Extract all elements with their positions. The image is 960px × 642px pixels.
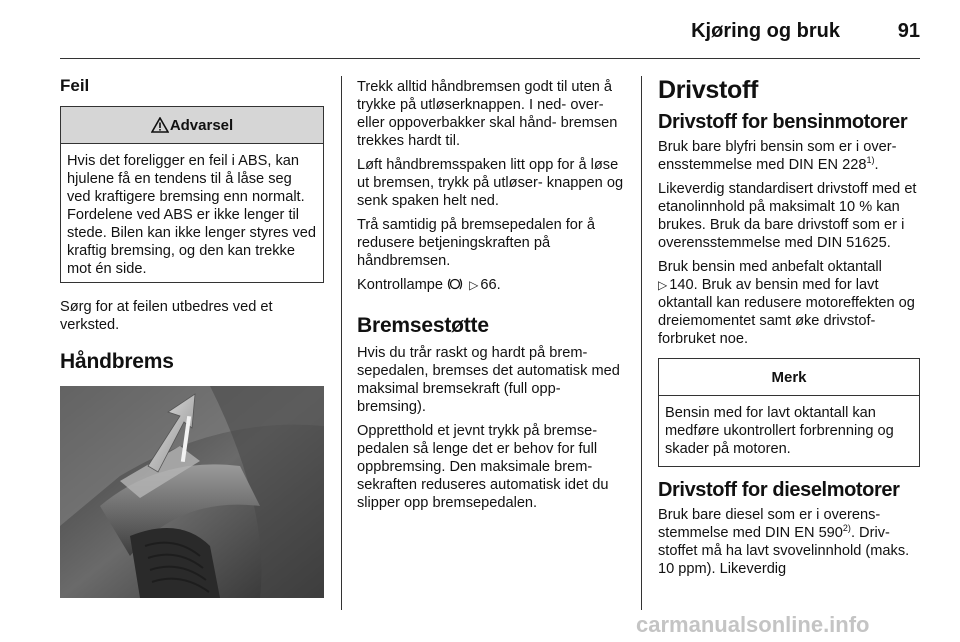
kontrollampe-ref[interactable]: 66. (480, 277, 501, 293)
warning-triangle-icon (151, 117, 169, 133)
heading-feil: Feil (60, 76, 90, 95)
paragraph-6: Oppretthold et jevnt trykk på bremse- pedalen så lenge det er behov for full oppbremsing. Den maksimale brem- sekraften reduseres automatisk idet du slipper opp bremsepedalen. (357, 423, 609, 511)
warning-box (60, 106, 324, 283)
bensin-text: Bruk bare blyfri bensin som er i over- ensstemmelse med DIN EN 228 (658, 139, 897, 173)
column-divider-2 (641, 76, 642, 610)
diesel-text-rest: . Driv- stoffet må ha lavt svovelinnhold (maks. 10 ppm). Likeverdig (658, 525, 910, 577)
paragraph-bensin-2: Likeverdig standardisert drivstoff med et etanolinnhold på maksimalt 10 % kan brukes. Bruk da bare drivstoff som er i overensstemmelse med DIN 51625. (658, 181, 917, 251)
paragraph-bensin-3 (658, 258, 920, 348)
column-middle (357, 78, 625, 518)
heading-drivstoff: Drivstoff (658, 76, 759, 104)
paragraph-verksted: Sørg for at feilen utbedres ved et verksted. (60, 299, 273, 333)
warning-box-body (61, 144, 323, 282)
kontrollampe-text: Kontrollampe (357, 277, 443, 293)
oktantall-text: Bruk bensin med anbefalt oktantall (658, 259, 882, 275)
header-title: Kjøring og bruk (691, 20, 840, 42)
bensin-text-end: . (874, 157, 879, 173)
paragraph-1: Trekk alltid håndbremsen godt til uten å trykke på utløserknappen. I ned- over- eller oppoverbakker skal hånd- bremsen trekkes hardt til. (357, 79, 618, 149)
warning-label: Advarsel (169, 116, 234, 134)
paragraph-kontrollampe (357, 276, 625, 294)
oktantall-rest: 140. Bruk av bensin med for lavt oktantall kan redusere motoreffekten og dreiemomentet samt øke drivstof- forbruket noe. (658, 277, 915, 347)
heading-bensinmotorer: Drivstoff for bensinmotorer (658, 111, 908, 133)
column-left (60, 76, 324, 380)
page-reference-icon: ▷ (658, 278, 668, 292)
heading-dieselmotorer: Drivstoff for dieselmotorer (658, 479, 900, 501)
note-label: Merk (771, 368, 807, 386)
paragraph-bensin-1 (658, 138, 920, 174)
paragraph-3: Trå samtidig på bremsepedalen for å redusere betjeningskraften på håndbremsen. (357, 217, 595, 269)
paragraph-diesel (658, 506, 920, 578)
footnote-2: 2) (842, 523, 851, 534)
note-box (658, 358, 920, 467)
column-divider-1 (341, 76, 342, 610)
paragraph-5: Hvis du trår raskt og hardt på brem- sepedalen, bremses det automatisk med maksimal bremsekraft (full opp- bremsing). (357, 345, 620, 415)
watermark: carmanualsonline.info (636, 612, 870, 637)
warning-text: Hvis det foreligger en feil i ABS, kan hjulene få en tendens til å låse seg ved kraftigere bremsing enn normalt. Fordelene ved ABS er ikke lenger til stede. Bilen kan ikke lenger styres ved kraftig bremsing, og den kan trekke mot én side. (67, 153, 317, 277)
note-box-body (659, 396, 919, 466)
page-reference-icon: ▷ (469, 278, 479, 292)
page-header (60, 0, 920, 59)
paragraph-2: Løft håndbremsspaken litt opp for å løse ut bremsen, trykk på utløser- knappen og senk spaken helt ned. (357, 157, 624, 209)
handbrake-photo (60, 386, 324, 598)
brake-warning-lamp-icon (447, 277, 463, 291)
note-box-header (659, 359, 919, 396)
page-number: 91 (897, 20, 920, 42)
warning-box-header (61, 107, 323, 144)
note-text: Bensin med for lavt oktantall kan medføre ukontrollert forbrenning og skader på motoren. (665, 405, 894, 457)
column-right (658, 76, 920, 584)
footnote-1: 1) (866, 155, 875, 166)
diesel-text: Bruk bare diesel som er i overens- stemmelse med DIN EN 590 (658, 507, 881, 541)
heading-bremsestotte: Bremsestøtte (357, 314, 489, 337)
heading-handbrems: Håndbrems (60, 350, 174, 373)
